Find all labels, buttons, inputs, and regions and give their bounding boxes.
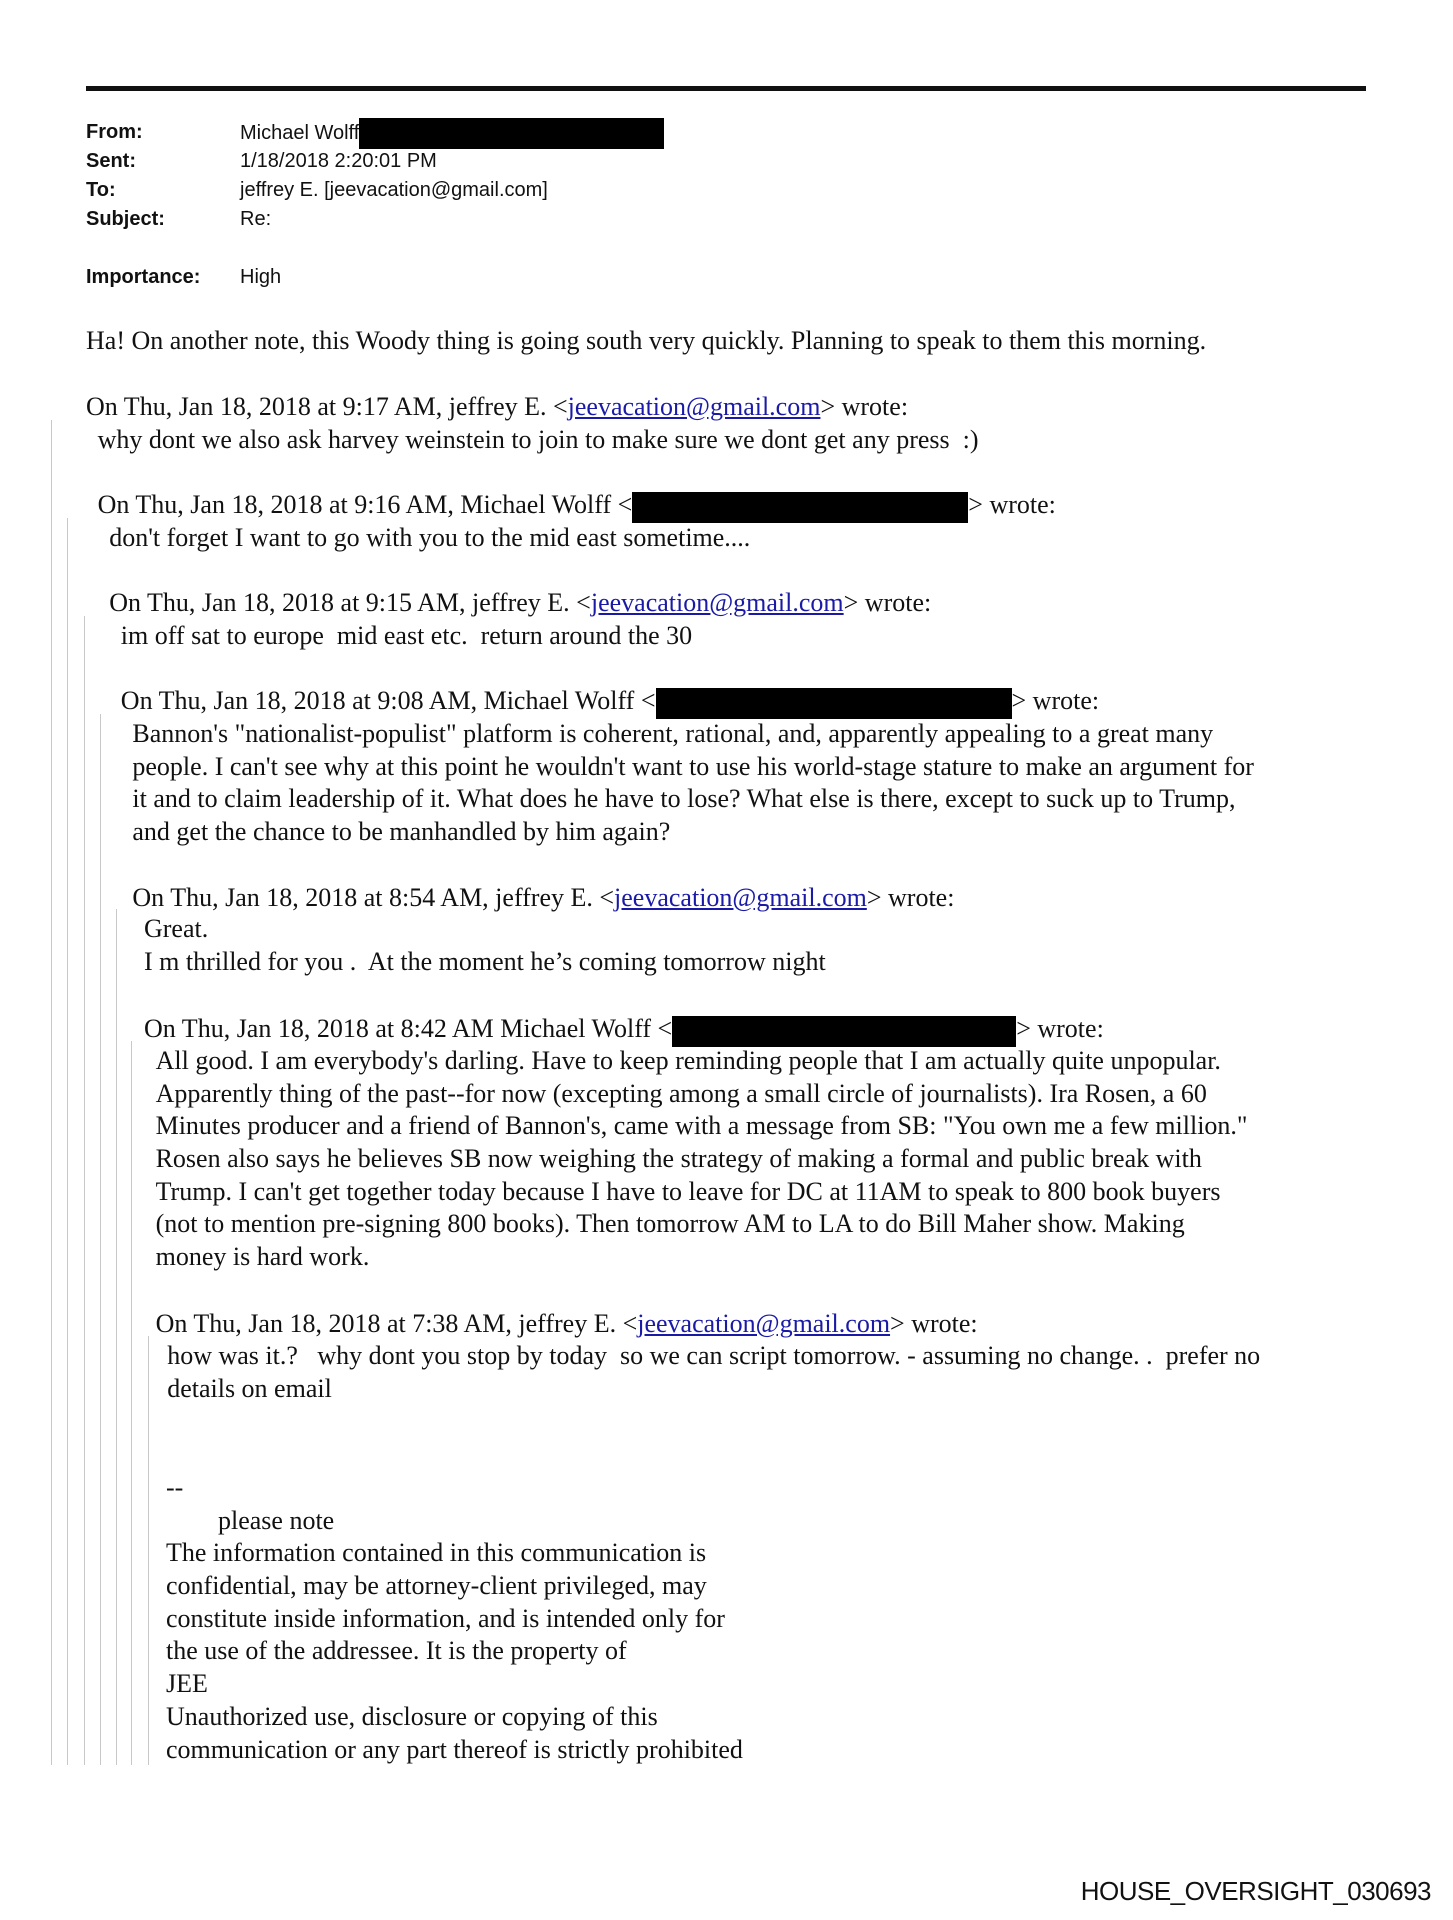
quote-bar bbox=[67, 518, 68, 1765]
quote-header-text: On Thu, Jan 18, 2018 at 8:54 AM, jeffrey E. < bbox=[132, 883, 615, 912]
quote-header-text: On Thu, Jan 18, 2018 at 9:08 AM, Michael Wolff < bbox=[120, 686, 656, 715]
quote-line: All good. I am everybody's darling. Have to keep reminding people that I am actually quite unpopular. bbox=[155, 1046, 1221, 1075]
quote-bar bbox=[51, 420, 52, 1765]
quote-line: don't forget I want to go with you to the mid east sometime.... bbox=[109, 523, 751, 552]
quote-bar bbox=[148, 1336, 149, 1765]
quote-header bbox=[98, 489, 1056, 523]
email-link[interactable]: jeevacation@gmail.com bbox=[567, 392, 821, 421]
quote-line: I m thrilled for you . At the moment he’s coming tomorrow night bbox=[144, 946, 826, 976]
quote-header-suffix: > wrote: bbox=[866, 883, 955, 912]
to-label: To: bbox=[86, 179, 116, 201]
redaction bbox=[632, 492, 968, 523]
signature bbox=[166, 1472, 743, 1766]
message-body: Ha! On another note, this Woody thing is going south very quickly. Planning to speak to them this morning. bbox=[86, 326, 1207, 355]
to-value: jeffrey E. [jeevacation@gmail.com] bbox=[240, 179, 548, 201]
quote-line: Apparently thing of the past--for now (excepting among a small circle of journalists). Ira Rosen, a 60 bbox=[155, 1078, 1207, 1108]
quote-line: (not to mention pre-signing 800 books). Then tomorrow AM to LA to do Bill Maher show. Making bbox=[155, 1209, 1185, 1239]
quote-header-suffix: > wrote: bbox=[1016, 1014, 1104, 1043]
quote-bar bbox=[84, 616, 85, 1765]
signature-line: the use of the addressee. It is the property of bbox=[166, 1636, 627, 1666]
quote-header-text: On Thu, Jan 18, 2018 at 9:15 AM, jeffrey E. < bbox=[109, 588, 591, 617]
quote-body bbox=[156, 1045, 1248, 1274]
quote-body bbox=[98, 424, 979, 457]
quote-body bbox=[109, 522, 750, 555]
quote-header-suffix: > wrote: bbox=[820, 392, 909, 421]
signature-line: Unauthorized use, disclosure or copying of this bbox=[166, 1701, 658, 1731]
quote-body bbox=[132, 718, 1254, 849]
quote-header bbox=[132, 882, 954, 915]
quote-line: why dont we also ask harvey weinstein to join to make sure we dont get any press :) bbox=[97, 425, 979, 454]
email-link[interactable]: jeevacation@gmail.com bbox=[614, 883, 867, 912]
email-link[interactable]: jeevacation@gmail.com bbox=[637, 1309, 891, 1338]
quote-bar bbox=[116, 909, 117, 1765]
quote-header bbox=[109, 587, 931, 620]
quote-line: and get the chance to be manhandled by him again? bbox=[132, 817, 671, 847]
quote-header-suffix: > wrote: bbox=[1011, 686, 1100, 715]
from-label: From: bbox=[86, 121, 143, 143]
signature-line: constitute inside information, and is intended only for bbox=[166, 1603, 725, 1633]
quote-line: Minutes producer and a friend of Bannon's, came with a message from SB: "You own me a few million." bbox=[155, 1111, 1248, 1141]
signature-line: please note bbox=[166, 1505, 335, 1535]
quote-line: Rosen also says he believes SB now weighing the strategy of making a formal and public break with bbox=[155, 1144, 1202, 1174]
quote-header-text: On Thu, Jan 18, 2018 at 9:16 AM, Michael Wolff < bbox=[97, 490, 633, 519]
quote-line: it and to claim leadership of it. What does he have to lose? What else is there, except to suck up to Trump, bbox=[132, 784, 1236, 814]
quote-line: how was it.? why dont you stop by today so we can script tomorrow. - assuming no change. . prefer no bbox=[167, 1341, 1261, 1370]
signature-separator: -- bbox=[166, 1473, 184, 1502]
quote-bar bbox=[131, 1041, 132, 1765]
quote-header bbox=[121, 685, 1099, 719]
quote-body bbox=[121, 620, 692, 653]
quote-line: Great. bbox=[144, 914, 209, 943]
subject-value: Re: bbox=[240, 208, 272, 230]
header-rule bbox=[86, 86, 1366, 91]
sent-label: Sent: bbox=[86, 150, 136, 172]
quote-header bbox=[144, 1013, 1104, 1047]
quote-line: im off sat to europe mid east etc. return around the 30 bbox=[120, 621, 693, 650]
bates-number: HOUSE_OVERSIGHT_030693 bbox=[1080, 1876, 1431, 1906]
signature-line: The information contained in this communication is bbox=[166, 1538, 707, 1568]
quote-header-text: On Thu, Jan 18, 2018 at 7:38 AM, jeffrey E. < bbox=[155, 1309, 638, 1338]
quote-header-text: On Thu, Jan 18, 2018 at 8:42 AM Michael Wolff < bbox=[144, 1014, 673, 1043]
quote-line: Bannon's "nationalist-populist" platform is coherent, rational, and, apparently appealing to a great many bbox=[132, 719, 1214, 748]
quote-header-suffix: > wrote: bbox=[890, 1309, 978, 1338]
quote-bar bbox=[100, 714, 101, 1765]
quote-line: details on email bbox=[167, 1373, 332, 1403]
quote-header bbox=[156, 1308, 978, 1341]
signature-line: confidential, may be attorney-client privileged, may bbox=[166, 1571, 707, 1601]
quote-body bbox=[167, 1340, 1260, 1405]
signature-line: communication or any part thereof is strictly prohibited bbox=[166, 1734, 743, 1764]
redaction bbox=[359, 118, 664, 149]
subject-label: Subject: bbox=[86, 208, 165, 230]
sent-value: 1/18/2018 2:20:01 PM bbox=[240, 150, 437, 172]
quote-body bbox=[144, 913, 826, 978]
quote-header bbox=[86, 391, 908, 424]
importance-label: Importance: bbox=[86, 266, 201, 288]
importance-value: High bbox=[240, 266, 282, 288]
quote-header-text: On Thu, Jan 18, 2018 at 9:17 AM, jeffrey E. < bbox=[86, 392, 568, 421]
quote-line: Trump. I can't get together today because I have to leave for DC at 11AM to speak to 800 book buyers bbox=[155, 1176, 1221, 1206]
redaction bbox=[656, 688, 1012, 719]
from-value: Michael Wolff bbox=[240, 121, 360, 144]
quote-header-suffix: > wrote: bbox=[843, 588, 932, 617]
email-link[interactable]: jeevacation@gmail.com bbox=[590, 588, 844, 617]
quote-line: money is hard work. bbox=[155, 1242, 370, 1272]
quote-header-suffix: > wrote: bbox=[968, 490, 1056, 519]
signature-line: JEE bbox=[166, 1669, 208, 1699]
redaction bbox=[672, 1016, 1016, 1047]
quote-line: people. I can't see why at this point he wouldn't want to use his world-stage stature to make an argument for bbox=[132, 751, 1254, 781]
